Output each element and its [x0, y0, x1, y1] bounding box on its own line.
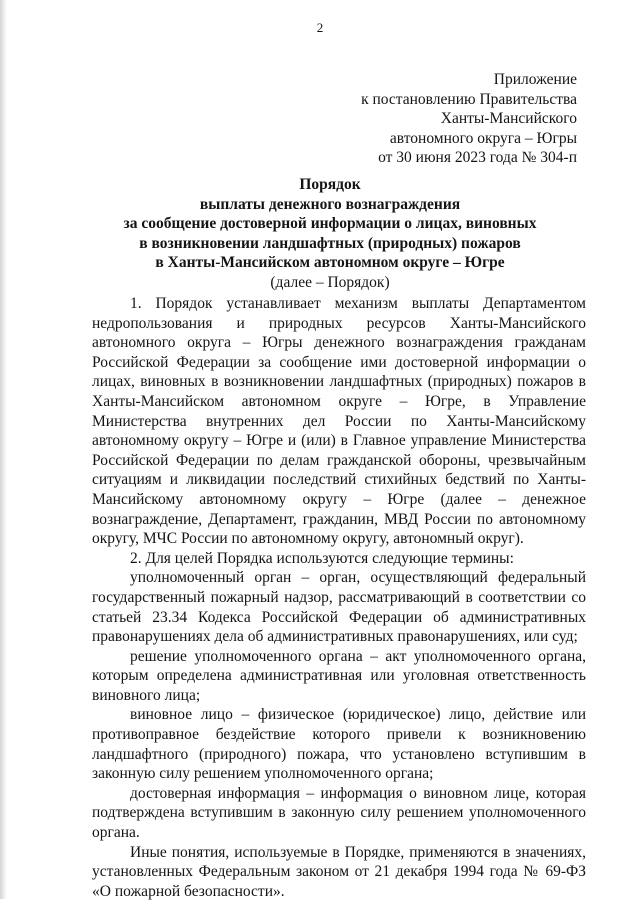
appendix-line: автономного округа – Югры	[389, 129, 577, 147]
title-line: за сообщение достоверной информации о лицах, виновных	[123, 215, 537, 232]
document-body	[92, 294, 586, 901]
appendix-line: от 30 июня 2023 года № 304-п	[378, 149, 577, 166]
appendix-line: Приложение	[493, 71, 577, 88]
title-subtitle: (далее – Порядок)	[270, 273, 390, 291]
page-number: 2	[316, 20, 324, 35]
paragraph: Иные понятия, используемые в Порядке, применяются в значениях, установленных Федеральным законом от 21 декабря 1994 года № 69-ФЗ «О пожарной безопасности».	[92, 843, 586, 900]
title-line: в возникновении ландшафтных (природных) пожаров	[139, 234, 521, 252]
paragraph: уполномоченный орган – орган, осуществляющий федеральный государственный пожарный надзор, рассматривающий в соответствии со статьей 23.34 Кодекса Российской Федерации об административных правонарушениях дела об административных правонарушениях, или суд;	[92, 569, 586, 646]
paragraph: 2. Для целей Порядка используются следующие термины:	[130, 549, 514, 567]
appendix-line: Ханты-Мансийского	[440, 110, 577, 127]
appendix-line: к постановлению Правительства	[361, 90, 577, 108]
title-line: выплаты денежного вознаграждения	[199, 195, 461, 213]
document-title	[80, 175, 580, 292]
scan-edge-shadow	[0, 0, 7, 899]
paragraph: решение уполномоченного органа – акт уполномоченного органа, которым определена административная или уголовная ответственность виновного лица;	[92, 647, 586, 704]
title-line: Порядок	[299, 176, 361, 193]
paragraph: виновное лицо – физическое (юридическое) лицо, действие или противоправное бездействие которого привели к возникновению ландшафтного (природного) пожара, что установлено вступившим в законную силу решением уполномоченного органа;	[92, 706, 586, 783]
appendix-header	[361, 70, 577, 168]
paragraph: достоверная информация – информация о виновном лице, которая подтверждена вступившим в законную силу решением уполномоченного органа.	[92, 784, 586, 842]
title-line: в Ханты-Мансийском автономном округе – Югре	[155, 254, 505, 271]
paragraph: 1. Порядок устанавливает механизм выплаты Департаментом недропользования и природных ресурсов Ханты-Мансийского автономного округа – Югры денежного вознаграждения гражданам Российской Федерации за сообщение ими достоверной информации о лицах, виновных в возникновении ландшафтных (природных) пожаров в Ханты-Мансийском автономном округе – Югре, в Управление Министерства внутренних дел России по Ханты-Мансийскому автономному округу – Югре и (или) в Главное управление Министерства Российской Федерации по делам гражданской обороны, чрезвычайным ситуациям и ликвидации последствий стихийных бедствий по Ханты-Мансийскому автономному округу – Югре (далее – денежное вознаграждение, Департамент, гражданин, МВД России по автономному округу, МЧС России по автономному округу, автономный округ).	[92, 295, 586, 548]
